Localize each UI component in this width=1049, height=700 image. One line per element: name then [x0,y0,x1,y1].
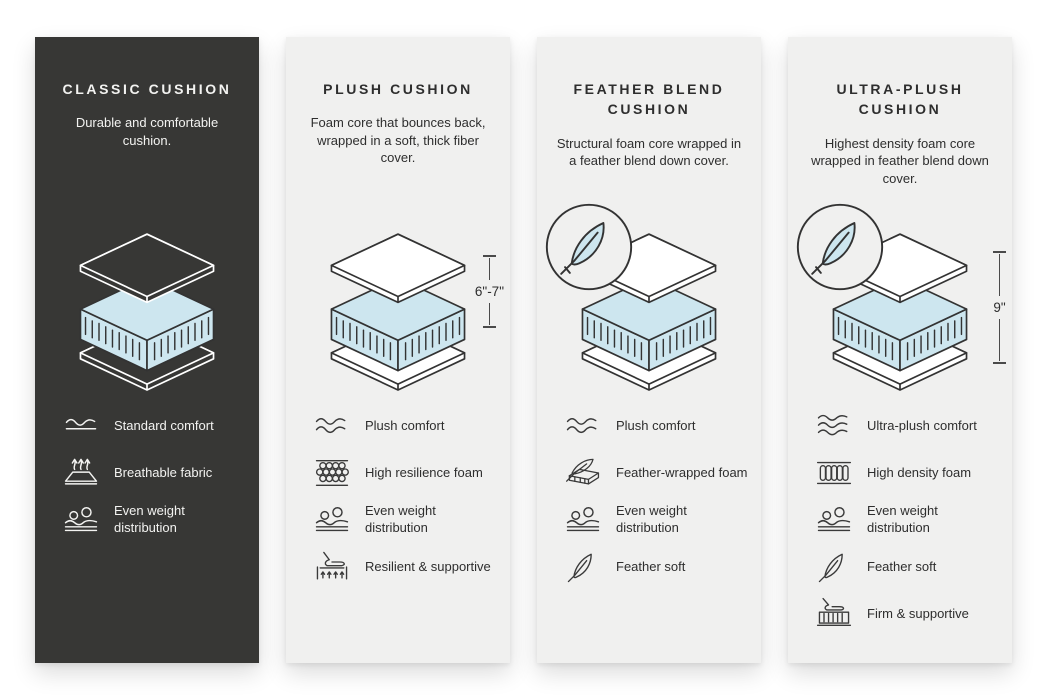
feature-list [312,409,498,584]
high-density-foam-icon [814,456,854,490]
feature-row [61,456,247,490]
even-weight-icon [312,503,352,537]
feature-list [61,409,247,537]
wave-double-icon [312,409,352,443]
cushion-layers-icon [318,229,478,396]
feature-row [814,409,1000,443]
feature-label: Even weight distribution [365,503,436,535]
feature-label: Feather soft [616,558,686,574]
feature-row [814,456,1000,490]
card-description: Foam core that bounces back, wrapped in a soft, thick fiber cover. [310,115,486,166]
wave-double-icon [563,409,603,443]
feature-label: Standard comfort [114,417,214,433]
height-label: 6"-7" [474,284,504,299]
even-weight-icon [61,503,101,537]
card-classic-cushion [35,37,259,663]
cushion-illustration [35,207,259,419]
wave-single-icon [61,409,101,443]
feather-icon [563,550,603,584]
feather-badge-icon [543,201,635,293]
feature-row [814,503,1000,537]
feature-row [563,409,749,443]
card-title: ULTRA-PLUSH CUSHION [836,81,964,118]
even-weight-icon [563,503,603,537]
dimension-cap [483,326,496,328]
card-title: FEATHER BLEND CUSHION [573,81,725,118]
firm-support-icon [814,597,854,631]
feature-label: Even weight distribution [867,503,938,535]
feature-label: Feather soft [867,558,937,574]
feature-row [61,503,247,537]
feature-row [563,456,749,490]
dimension-line [489,258,491,280]
feature-row [563,503,749,537]
card-description: Highest density foam core wrapped in feather blend down cover. [811,135,989,186]
feature-list [563,409,749,584]
resilient-support-icon [312,550,352,584]
feature-label: Ultra-plush comfort [867,417,977,433]
height-label: 9" [993,300,1006,315]
dimension-cap [483,255,496,257]
feature-row [563,550,749,584]
feature-row [312,550,498,584]
feature-label: Feather-wrapped foam [616,464,748,480]
feature-label: Plush comfort [616,417,696,433]
dimension-line [999,319,1001,361]
height-dimension [475,255,504,328]
card-title: PLUSH CUSHION [323,81,473,97]
dimension-line [489,303,491,325]
feature-label: Plush comfort [365,417,445,433]
cushion-illustration [537,207,761,419]
feature-label: Even weight distribution [114,503,185,535]
card-feather-blend-cushion [537,37,761,663]
dimension-cap [993,251,1006,253]
feature-row [814,550,1000,584]
even-weight-icon [814,503,854,537]
feature-row [814,597,1000,631]
cushion-illustration [788,207,1012,419]
feature-row [312,409,498,443]
feature-label: High density foam [867,464,972,480]
card-title: CLASSIC CUSHION [62,81,232,97]
feature-label: Breathable fabric [114,464,213,480]
feature-label: High resilience foam [365,464,483,480]
feather-wrapped-foam-icon [563,456,603,490]
feature-row [61,409,247,443]
feature-row [312,503,498,537]
card-description: Structural foam core wrapped in a feather blend down cover. [556,135,742,169]
breathable-fabric-icon [61,456,101,490]
feature-row [312,456,498,490]
cushion-layers-icon [67,229,227,396]
card-description: Durable and comfortable cushion. [75,115,219,148]
card-plush-cushion [286,37,510,663]
honeycomb-foam-icon [312,456,352,490]
card-ultra-plush-cushion [788,37,1012,663]
dimension-line [999,254,1001,296]
feature-label: Firm & supportive [867,605,969,621]
feature-label: Even weight distribution [616,503,687,535]
height-dimension [993,251,1006,364]
feature-list [814,409,1000,631]
wave-triple-icon [814,409,854,443]
feather-badge-icon [794,201,886,293]
feather-icon [814,550,854,584]
dimension-cap [993,362,1006,364]
feature-label: Resilient & supportive [365,558,491,574]
cushion-illustration [286,207,510,419]
